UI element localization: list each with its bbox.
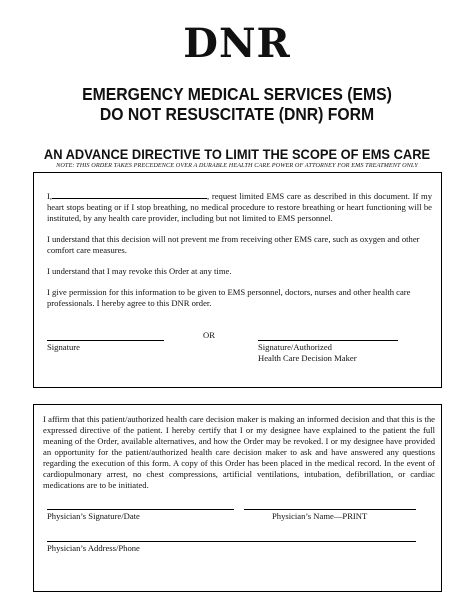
patient-name-field[interactable] (52, 190, 207, 199)
patient-request-paragraph (47, 190, 432, 224)
physician-name-label: Physician’s Name—PRINT (272, 511, 368, 521)
patient-signature-line[interactable] (47, 340, 164, 341)
physician-address-line[interactable] (47, 541, 416, 542)
subheading: AN ADVANCE DIRECTIVE TO LIMIT THE SCOPE OF EMS CARE (43, 146, 431, 162)
permission-paragraph: I give permission for this information to be given to EMS personnel, doctors, nurses and other health care professionals. I hereby agree to this DNR order. (47, 287, 411, 308)
physician-name-line[interactable] (244, 509, 416, 510)
intro-prefix: I, (47, 191, 53, 201)
authorized-signature-line[interactable] (258, 340, 398, 341)
revoke-paragraph: I understand that I may revoke this Order at any time. (47, 266, 232, 276)
document-title: DNR (183, 20, 291, 67)
intro-text: , request limited EMS care as described in this document. If my heart stops beating or if I stop breathing, no medical procedure to restore breathing or heart functioning will be instituted, by any health care provider, including but not limited to EMS personnel. (47, 191, 432, 223)
authorized-label-line2: Health Care Decision Maker (258, 353, 357, 363)
physician-signature-line[interactable] (47, 509, 234, 510)
heading-line-1: EMERGENCY MEDICAL SERVICES (EMS) (82, 84, 392, 104)
or-label: OR (203, 330, 215, 340)
comfort-care-paragraph: I understand that this decision will not prevent me from receiving other EMS care, such as oxygen and other comfort care measures. (47, 234, 420, 255)
heading-line-2: DO NOT RESUSCITATE (DNR) FORM (99, 104, 375, 124)
authorized-label-line1: Signature/Authorized (258, 342, 332, 352)
physician-address-label: Physician’s Address/Phone (47, 543, 140, 553)
physician-affirmation: I affirm that this patient/authorized health care decision maker is making an informed decision and that this is the expressed directive of the patient. I hereby certify that I or my designee have explained to the patient the full meaning of the Order, available alternatives, and how the Order may be revoked. I or my designee have provided an opportunity for the patient/authorized health care decision maker to ask and have answered any questions regarding the execution of this form. A copy of this Order has been placed in the medical record. In the event of cardiopulmonary arrest, no chest compressions, artificial ventilations, intubation, defibrillation, or cardiac medications are to be initiated. (43, 414, 435, 490)
signature-label: Signature (47, 342, 80, 352)
precedence-note: NOTE: THIS ORDER TAKES PRECEDENCE OVER A DURABLE HEALTH CARE POWER OF ATTORNEY FOR EMS TREATMENT ONLY (56, 162, 418, 169)
physician-signature-label: Physician’s Signature/Date (47, 511, 140, 521)
